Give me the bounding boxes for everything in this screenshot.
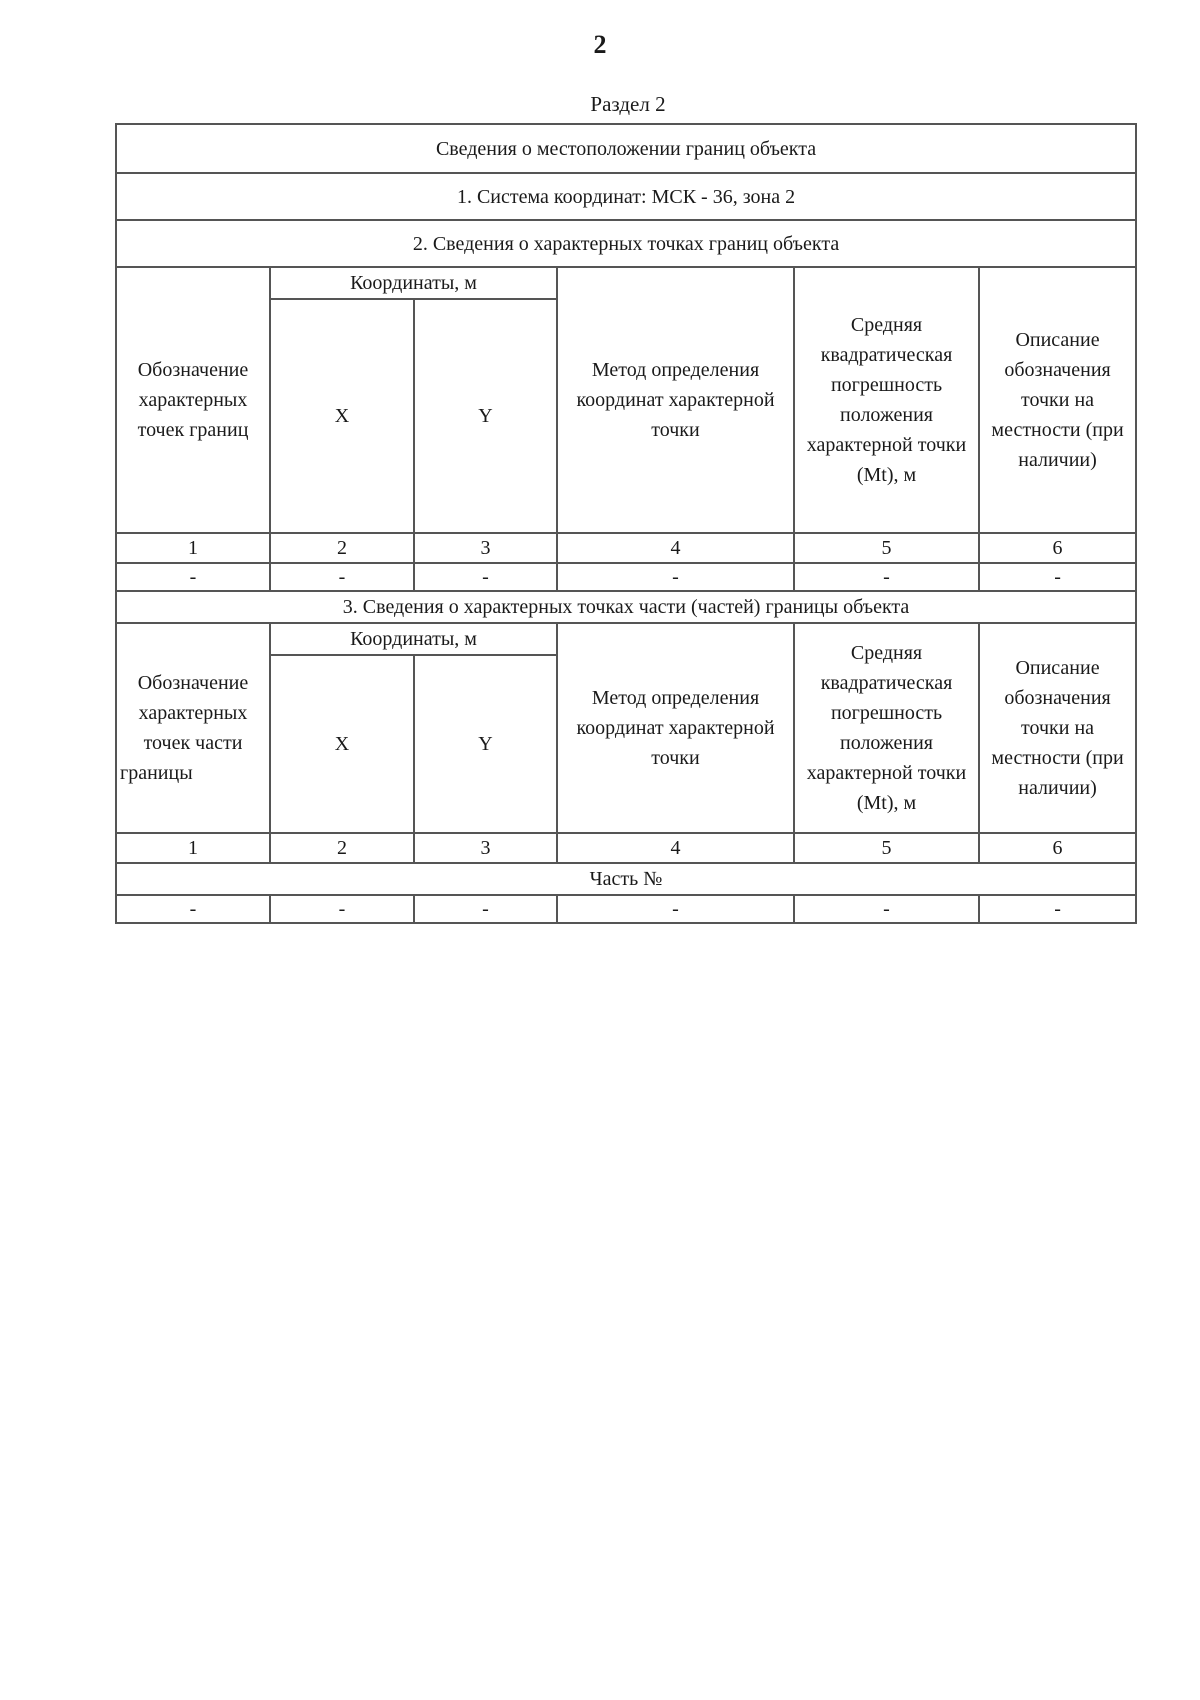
points-section-title: 2. Сведения о характерных точках границ объекта bbox=[116, 220, 1136, 267]
block2-colnum-3: 3 bbox=[414, 833, 557, 863]
block2-designation-header: Обозначение характерных точек части границы bbox=[116, 623, 270, 833]
table-row bbox=[116, 563, 1136, 591]
section-title: Раздел 2 bbox=[590, 92, 666, 116]
block2-colnum-6: 6 bbox=[979, 833, 1136, 863]
block2-cell-1: - bbox=[116, 895, 270, 923]
block2-cell-3: - bbox=[414, 895, 557, 923]
block1-cell-4: - bbox=[557, 563, 794, 591]
table-caption-row bbox=[116, 124, 1136, 173]
block1-error-header: Средняя квадратическая погрешность положения характерной точки (Mt), м bbox=[794, 267, 979, 533]
coordinate-system-row bbox=[116, 173, 1136, 220]
block2-method-header: Метод определения координат характерной точки bbox=[557, 623, 794, 833]
block2-y-header: Y bbox=[414, 655, 557, 833]
part-label: Часть № bbox=[116, 863, 1136, 895]
block1-designation-header: Обозначение характерных точек границ bbox=[116, 267, 270, 533]
page-number: 2 bbox=[593, 30, 607, 59]
block2-header-row-top bbox=[116, 623, 1136, 655]
part-points-section-row bbox=[116, 591, 1136, 623]
block2-cell-5: - bbox=[794, 895, 979, 923]
block1-header-row-top bbox=[116, 267, 1136, 299]
block2-cell-6: - bbox=[979, 895, 1136, 923]
table-caption: Сведения о местоположении границ объекта bbox=[116, 124, 1136, 173]
block1-method-header: Метод определения координат характерной точки bbox=[557, 267, 794, 533]
block1-colnum-6: 6 bbox=[979, 533, 1136, 563]
block2-x-header: X bbox=[270, 655, 414, 833]
block1-column-numbers-row bbox=[116, 533, 1136, 563]
block2-colnum-1: 1 bbox=[116, 833, 270, 863]
points-section-row bbox=[116, 220, 1136, 267]
block1-colnum-1: 1 bbox=[116, 533, 270, 563]
block2-colnum-2: 2 bbox=[270, 833, 414, 863]
block1-x-header: X bbox=[270, 299, 414, 533]
block1-colnum-4: 4 bbox=[557, 533, 794, 563]
block1-y-header: Y bbox=[414, 299, 557, 533]
block1-cell-3: - bbox=[414, 563, 557, 591]
block2-column-numbers-row bbox=[116, 833, 1136, 863]
block2-coordinates-header: Координаты, м bbox=[270, 623, 557, 655]
block1-cell-6: - bbox=[979, 563, 1136, 591]
part-label-row bbox=[116, 863, 1136, 895]
block1-coordinates-header: Координаты, м bbox=[270, 267, 557, 299]
block1-cell-5: - bbox=[794, 563, 979, 591]
table-row bbox=[116, 895, 1136, 923]
block2-cell-4: - bbox=[557, 895, 794, 923]
block2-colnum-5: 5 bbox=[794, 833, 979, 863]
block2-cell-2: - bbox=[270, 895, 414, 923]
block1-colnum-2: 2 bbox=[270, 533, 414, 563]
block1-description-header: Описание обозначения точки на местности (при наличии) bbox=[979, 267, 1136, 533]
part-points-section-title: 3. Сведения о характерных точках части (частей) границы объекта bbox=[116, 591, 1136, 623]
block2-error-header: Средняя квадратическая погрешность положения характерной точки (Mt), м bbox=[794, 623, 979, 833]
block1-colnum-5: 5 bbox=[794, 533, 979, 563]
coordinate-system-text: 1. Система координат: МСК - 36, зона 2 bbox=[116, 173, 1136, 220]
block2-colnum-4: 4 bbox=[557, 833, 794, 863]
block1-cell-1: - bbox=[116, 563, 270, 591]
block1-colnum-3: 3 bbox=[414, 533, 557, 563]
block1-cell-2: - bbox=[270, 563, 414, 591]
boundary-location-table bbox=[115, 123, 1137, 924]
block2-description-header: Описание обозначения точки на местности (при наличии) bbox=[979, 623, 1136, 833]
